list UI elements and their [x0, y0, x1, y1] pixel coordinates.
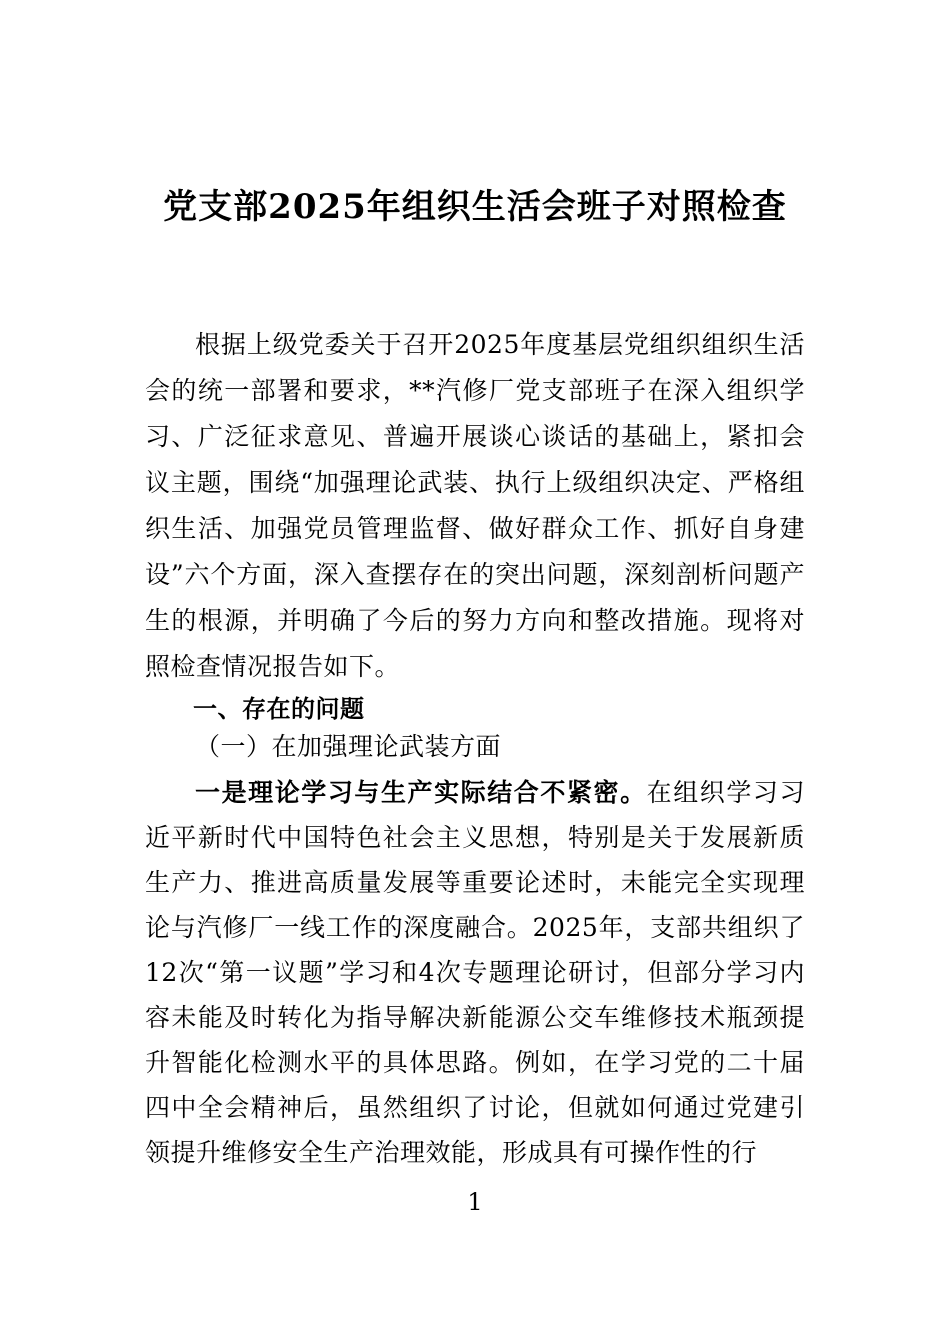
document-title: 党支部2025年组织生活会班子对照检查	[163, 187, 787, 227]
page-number: 1	[467, 1188, 483, 1216]
intro-paragraph: 根据上级党委关于召开2025年度基层党组织组织生活会的统一部署和要求，**汽修厂党支部班子在深入组织学习、广泛征求意见、普遍开展谈心谈话的基础上，紧扣会议主题，围绕“加强理论武装、执行上级组织决定、严格组织生活、加强党员管理监督、做好群众工作、抓好自身建设”六个方面，深入查摆存在的突出问题，深刻剖析问题产生的根源，并明确了今后的努力方向和整改措施。现将对照检查情况报告如下。	[145, 330, 805, 681]
section-heading-problems: 一、存在的问题	[193, 695, 365, 723]
issue-lead-sentence: 一是理论学习与生产实际结合不紧密。	[195, 778, 647, 807]
issue-paragraph	[145, 770, 805, 1175]
issue-body-text: 在组织学习习近平新时代中国特色社会主义思想，特别是关于发展新质生产力、推进高质量发展等重要论述时，未能完全实现理论与汽修厂一线工作的深度融合。2025年，支部共组织了12次“第一议题”学习和4次专题理论研讨，但部分学习内容未能及时转化为指导解决新能源公交车维修技术瓶颈提升智能化检测水平的具体思路。例如，在学习党的二十届四中全会精神后，虽然组织了讨论，但就如何通过党建引领提升维修安全生产治理效能，形成具有可操作性的行	[145, 778, 805, 1167]
subsection-heading-theory: （一）在加强理论武装方面	[195, 732, 502, 761]
